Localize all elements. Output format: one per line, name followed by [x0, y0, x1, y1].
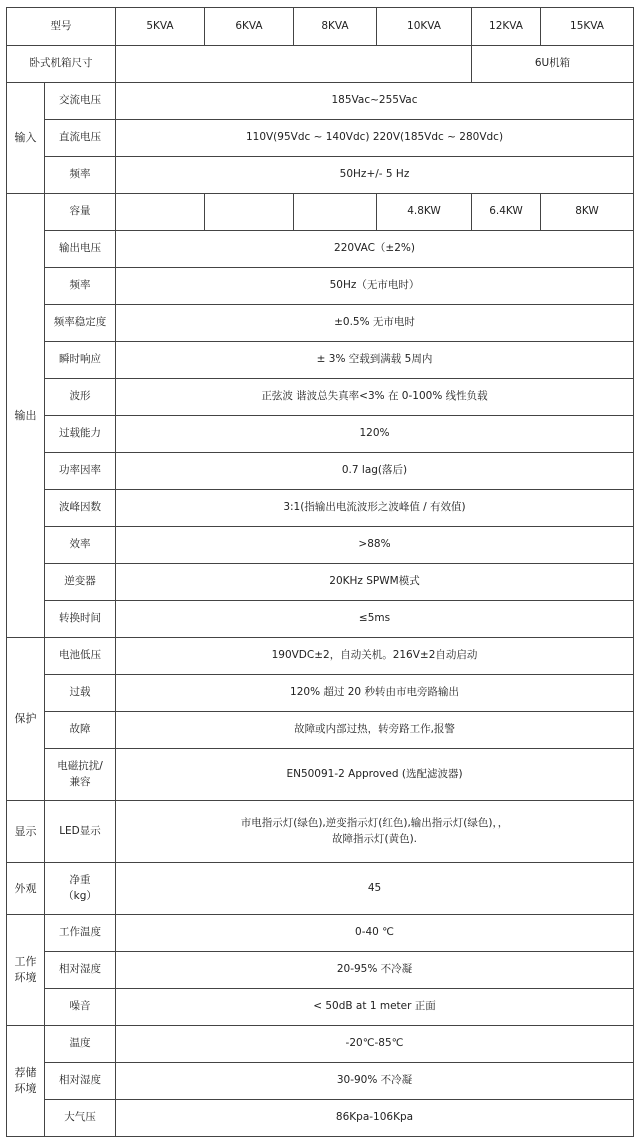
group-line: 环境 [14, 971, 37, 984]
param-value: ± 3% 空载到满载 5周内 [116, 342, 634, 379]
param-label-weight [45, 863, 116, 915]
param-line: （kg） [63, 889, 97, 902]
param-label: 过载能力 [45, 416, 116, 453]
param-value: >88% [116, 527, 634, 564]
capacity-5kva [116, 194, 205, 231]
param-label: 相对湿度 [45, 1063, 116, 1100]
capacity-6kva [205, 194, 294, 231]
output-row [7, 305, 634, 342]
output-group-label: 输出 [7, 194, 45, 638]
protection-row [7, 638, 634, 675]
param-label: 频率 [45, 268, 116, 305]
param-value: 120% [116, 416, 634, 453]
protection-group-label: 保护 [7, 638, 45, 801]
param-label: 效率 [45, 527, 116, 564]
model-15kva: 15KVA [541, 8, 634, 46]
output-row [7, 527, 634, 564]
param-value: ≤5ms [116, 601, 634, 638]
work-env-group-label [7, 915, 45, 1026]
param-value: 3:1(指输出电流波形之波峰值 / 有效值) [116, 490, 634, 527]
model-6kva: 6KVA [205, 8, 294, 46]
param-value: 190VDC±2，自动关机。216V±2自动启动 [116, 638, 634, 675]
capacity-15kva: 8KW [541, 194, 634, 231]
param-value: 20-95% 不冷凝 [116, 952, 634, 989]
param-label-emc [45, 749, 116, 801]
param-value: 45 [116, 863, 634, 915]
output-row [7, 342, 634, 379]
param-value: 50Hz+/- 5 Hz [116, 157, 634, 194]
storage-env-row [7, 1100, 634, 1137]
input-group-label: 输入 [7, 83, 45, 194]
output-row [7, 453, 634, 490]
group-line: 工作 [14, 955, 37, 969]
protection-row [7, 749, 634, 801]
protection-row [7, 712, 634, 749]
param-label: 功率因率 [45, 453, 116, 490]
storage-env-row [7, 1026, 634, 1063]
param-line: 净重 [69, 874, 91, 887]
param-value: 110V(95Vdc ~ 140Vdc) 220V(185Vdc ~ 280Vdc) [116, 120, 634, 157]
chassis-empty [116, 46, 472, 83]
param-label: 频率 [45, 157, 116, 194]
output-row [7, 231, 634, 268]
capacity-10kva: 4.8KW [377, 194, 472, 231]
chassis-row [7, 46, 634, 83]
param-value: 0.7 lag(落后) [116, 453, 634, 490]
param-label: 温度 [45, 1026, 116, 1063]
param-line: 电磁抗扰/ [57, 760, 103, 773]
param-value: EN50091-2 Approved (选配滤波器) [116, 749, 634, 801]
param-label: 转换时间 [45, 601, 116, 638]
param-value: 86Kpa-106Kpa [116, 1100, 634, 1137]
output-row [7, 490, 634, 527]
input-row [7, 157, 634, 194]
param-label: 过载 [45, 675, 116, 712]
param-value: 0-40 ℃ [116, 915, 634, 952]
param-label: 电池低压 [45, 638, 116, 675]
param-label: 相对湿度 [45, 952, 116, 989]
param-label: 输出电压 [45, 231, 116, 268]
capacity-8kva [294, 194, 377, 231]
param-value: 220VAC（±2%) [116, 231, 634, 268]
param-label: 大气压 [45, 1100, 116, 1137]
output-row [7, 416, 634, 453]
display-group-label: 显示 [7, 801, 45, 863]
model-8kva: 8KVA [294, 8, 377, 46]
output-row [7, 601, 634, 638]
led-line: 市电指示灯(绿色),逆变指示灯(红色),输出指示灯(绿色)，， [240, 817, 509, 830]
appearance-row [7, 863, 634, 915]
work-env-row [7, 915, 634, 952]
chassis-label: 卧式机箱尺寸 [7, 46, 116, 83]
model-12kva: 12KVA [472, 8, 541, 46]
work-env-row [7, 989, 634, 1026]
param-value: < 50dB at 1 meter 正面 [116, 989, 634, 1026]
param-label: 直流电压 [45, 120, 116, 157]
appearance-group-label: 外观 [7, 863, 45, 915]
work-env-row [7, 952, 634, 989]
model-label: 型号 [7, 8, 116, 46]
storage-env-group-label [7, 1026, 45, 1137]
param-value: -20℃-85℃ [116, 1026, 634, 1063]
output-row [7, 379, 634, 416]
input-row [7, 83, 634, 120]
param-label: 频率稳定度 [45, 305, 116, 342]
param-label: 逆变器 [45, 564, 116, 601]
param-label: 故障 [45, 712, 116, 749]
param-label: 瞬时响应 [45, 342, 116, 379]
capacity-12kva: 6.4KW [472, 194, 541, 231]
param-value: 50Hz（无市电时） [116, 268, 634, 305]
param-label: 波峰因数 [45, 490, 116, 527]
param-value: 正弦波 谐波总失真率<3% 在 0-100% 线性负载 [116, 379, 634, 416]
param-value: 20KHz SPWM模式 [116, 564, 634, 601]
param-line: 兼容 [69, 775, 91, 788]
input-row [7, 120, 634, 157]
param-label: 波形 [45, 379, 116, 416]
storage-env-row [7, 1063, 634, 1100]
param-label: 交流电压 [45, 83, 116, 120]
chassis-value: 6U机箱 [472, 46, 634, 83]
param-value: 30-90% 不冷凝 [116, 1063, 634, 1100]
param-label: 容量 [45, 194, 116, 231]
param-value: 120% 超过 20 秒转由市电旁路输出 [116, 675, 634, 712]
param-value: ±0.5% 无市电时 [116, 305, 634, 342]
display-row [7, 801, 634, 863]
param-value-led [116, 801, 634, 863]
capacity-row [7, 194, 634, 231]
param-label: LED显示 [45, 801, 116, 863]
protection-row [7, 675, 634, 712]
group-line: 荐储 [14, 1066, 37, 1080]
led-line: 故障指示灯(黄色). [331, 832, 418, 845]
model-10kva: 10KVA [377, 8, 472, 46]
param-value: 185Vac~255Vac [116, 83, 634, 120]
spec-table [6, 7, 634, 1137]
group-line: 环境 [14, 1082, 37, 1095]
param-label: 工作温度 [45, 915, 116, 952]
param-label: 噪音 [45, 989, 116, 1026]
param-value: 故障或内部过热，转旁路工作,报警 [116, 712, 634, 749]
output-row [7, 564, 634, 601]
model-5kva: 5KVA [116, 8, 205, 46]
output-row [7, 268, 634, 305]
header-row [7, 8, 634, 46]
